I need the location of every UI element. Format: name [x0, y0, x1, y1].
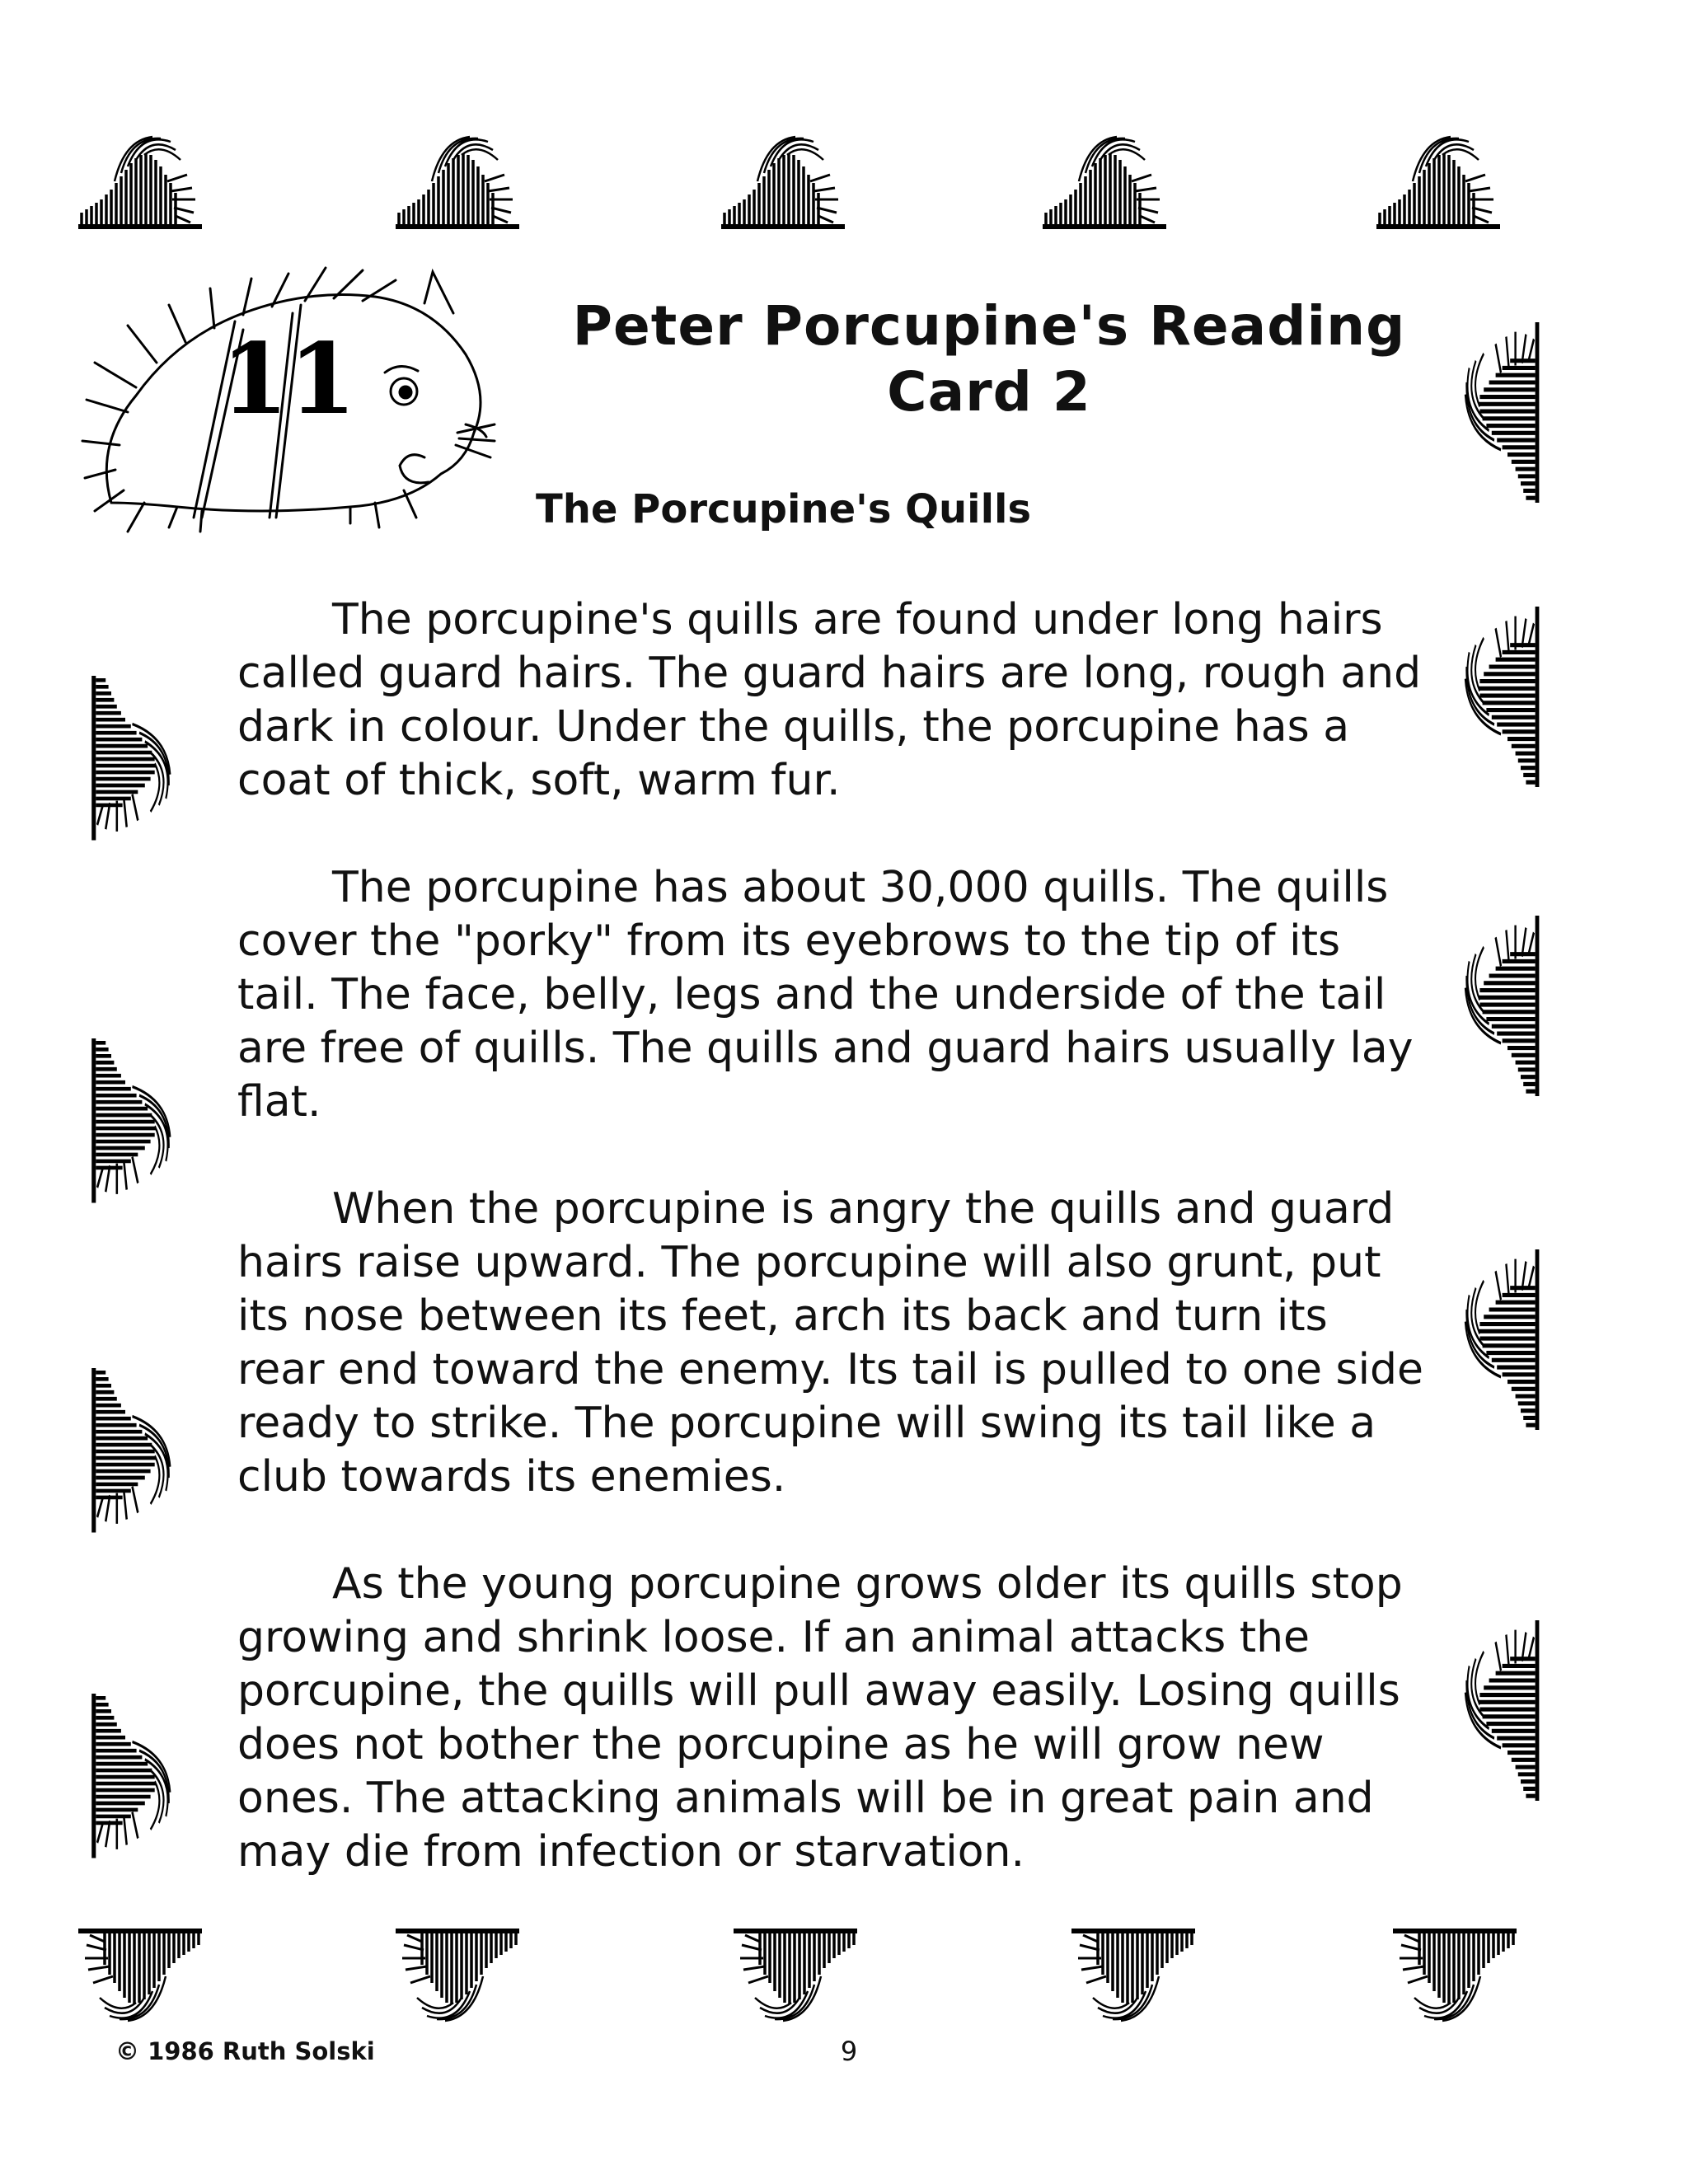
quill-icon [78, 124, 202, 231]
quill-icon [1071, 1927, 1195, 2034]
title-line-1: Peter Porcupine's Reading [572, 294, 1406, 358]
quill-icon [78, 1927, 202, 2034]
quill-icon [1455, 321, 1554, 503]
quill-icon [396, 1927, 519, 2034]
title-line-2: Card 2 [887, 360, 1091, 424]
copyright-notice: © 1986 Ruth Solski [115, 2037, 375, 2065]
quill-icon [396, 124, 519, 231]
quill-icon [1393, 1927, 1517, 2034]
paragraph: The porcupine has about 30,000 quills. The quills cover the "porky" from its eyebrows to the tip of its tail. The face, belly, legs and the underside of the tail are free of quills. The quills and guard hairs usually lay flat. [237, 863, 1414, 1127]
quill-icon [1455, 606, 1554, 787]
quill-icon [1455, 1619, 1554, 1801]
story-body [237, 593, 1424, 1933]
page-number: 9 [840, 2036, 858, 2067]
page-title [528, 293, 1451, 425]
section-subtitle: The Porcupine's Quills [536, 486, 1032, 532]
quill-icon [91, 1368, 181, 1533]
quill-icon [91, 676, 181, 841]
quill-icon [91, 1694, 181, 1858]
quill-icon [1376, 124, 1500, 231]
quill-icon [721, 124, 845, 231]
paragraph: The porcupine's quills are found under long hairs called guard hairs. The guard hairs are long, rough and dark in colour. Under the quills, the porcupine has a coat of thick, soft, warm fur. [237, 595, 1422, 805]
card-number: 11 [221, 321, 357, 436]
paragraph: As the young porcupine grows older its quills stop growing and shrink loose. If an animal attacks the porcupine, the quills will pull away easily. Losing quills does not bother the porcupine as he will grow new ones. The attacking animals will be in great pain and may die from infection or starvation. [237, 1559, 1403, 1877]
quill-icon [1455, 1249, 1554, 1430]
quill-icon [1455, 915, 1554, 1096]
paragraph: When the porcupine is angry the quills and guard hairs raise upward. The porcupine will also grunt, put its nose between its feet, arch its back and turn its rear end toward the enemy. Its tail is pulled to one side ready to strike. The porcupine will swing its tail like a club towards its enemies. [237, 1184, 1424, 1502]
quill-icon [1043, 124, 1166, 231]
quill-icon [91, 1038, 181, 1203]
quill-icon [734, 1927, 857, 2034]
